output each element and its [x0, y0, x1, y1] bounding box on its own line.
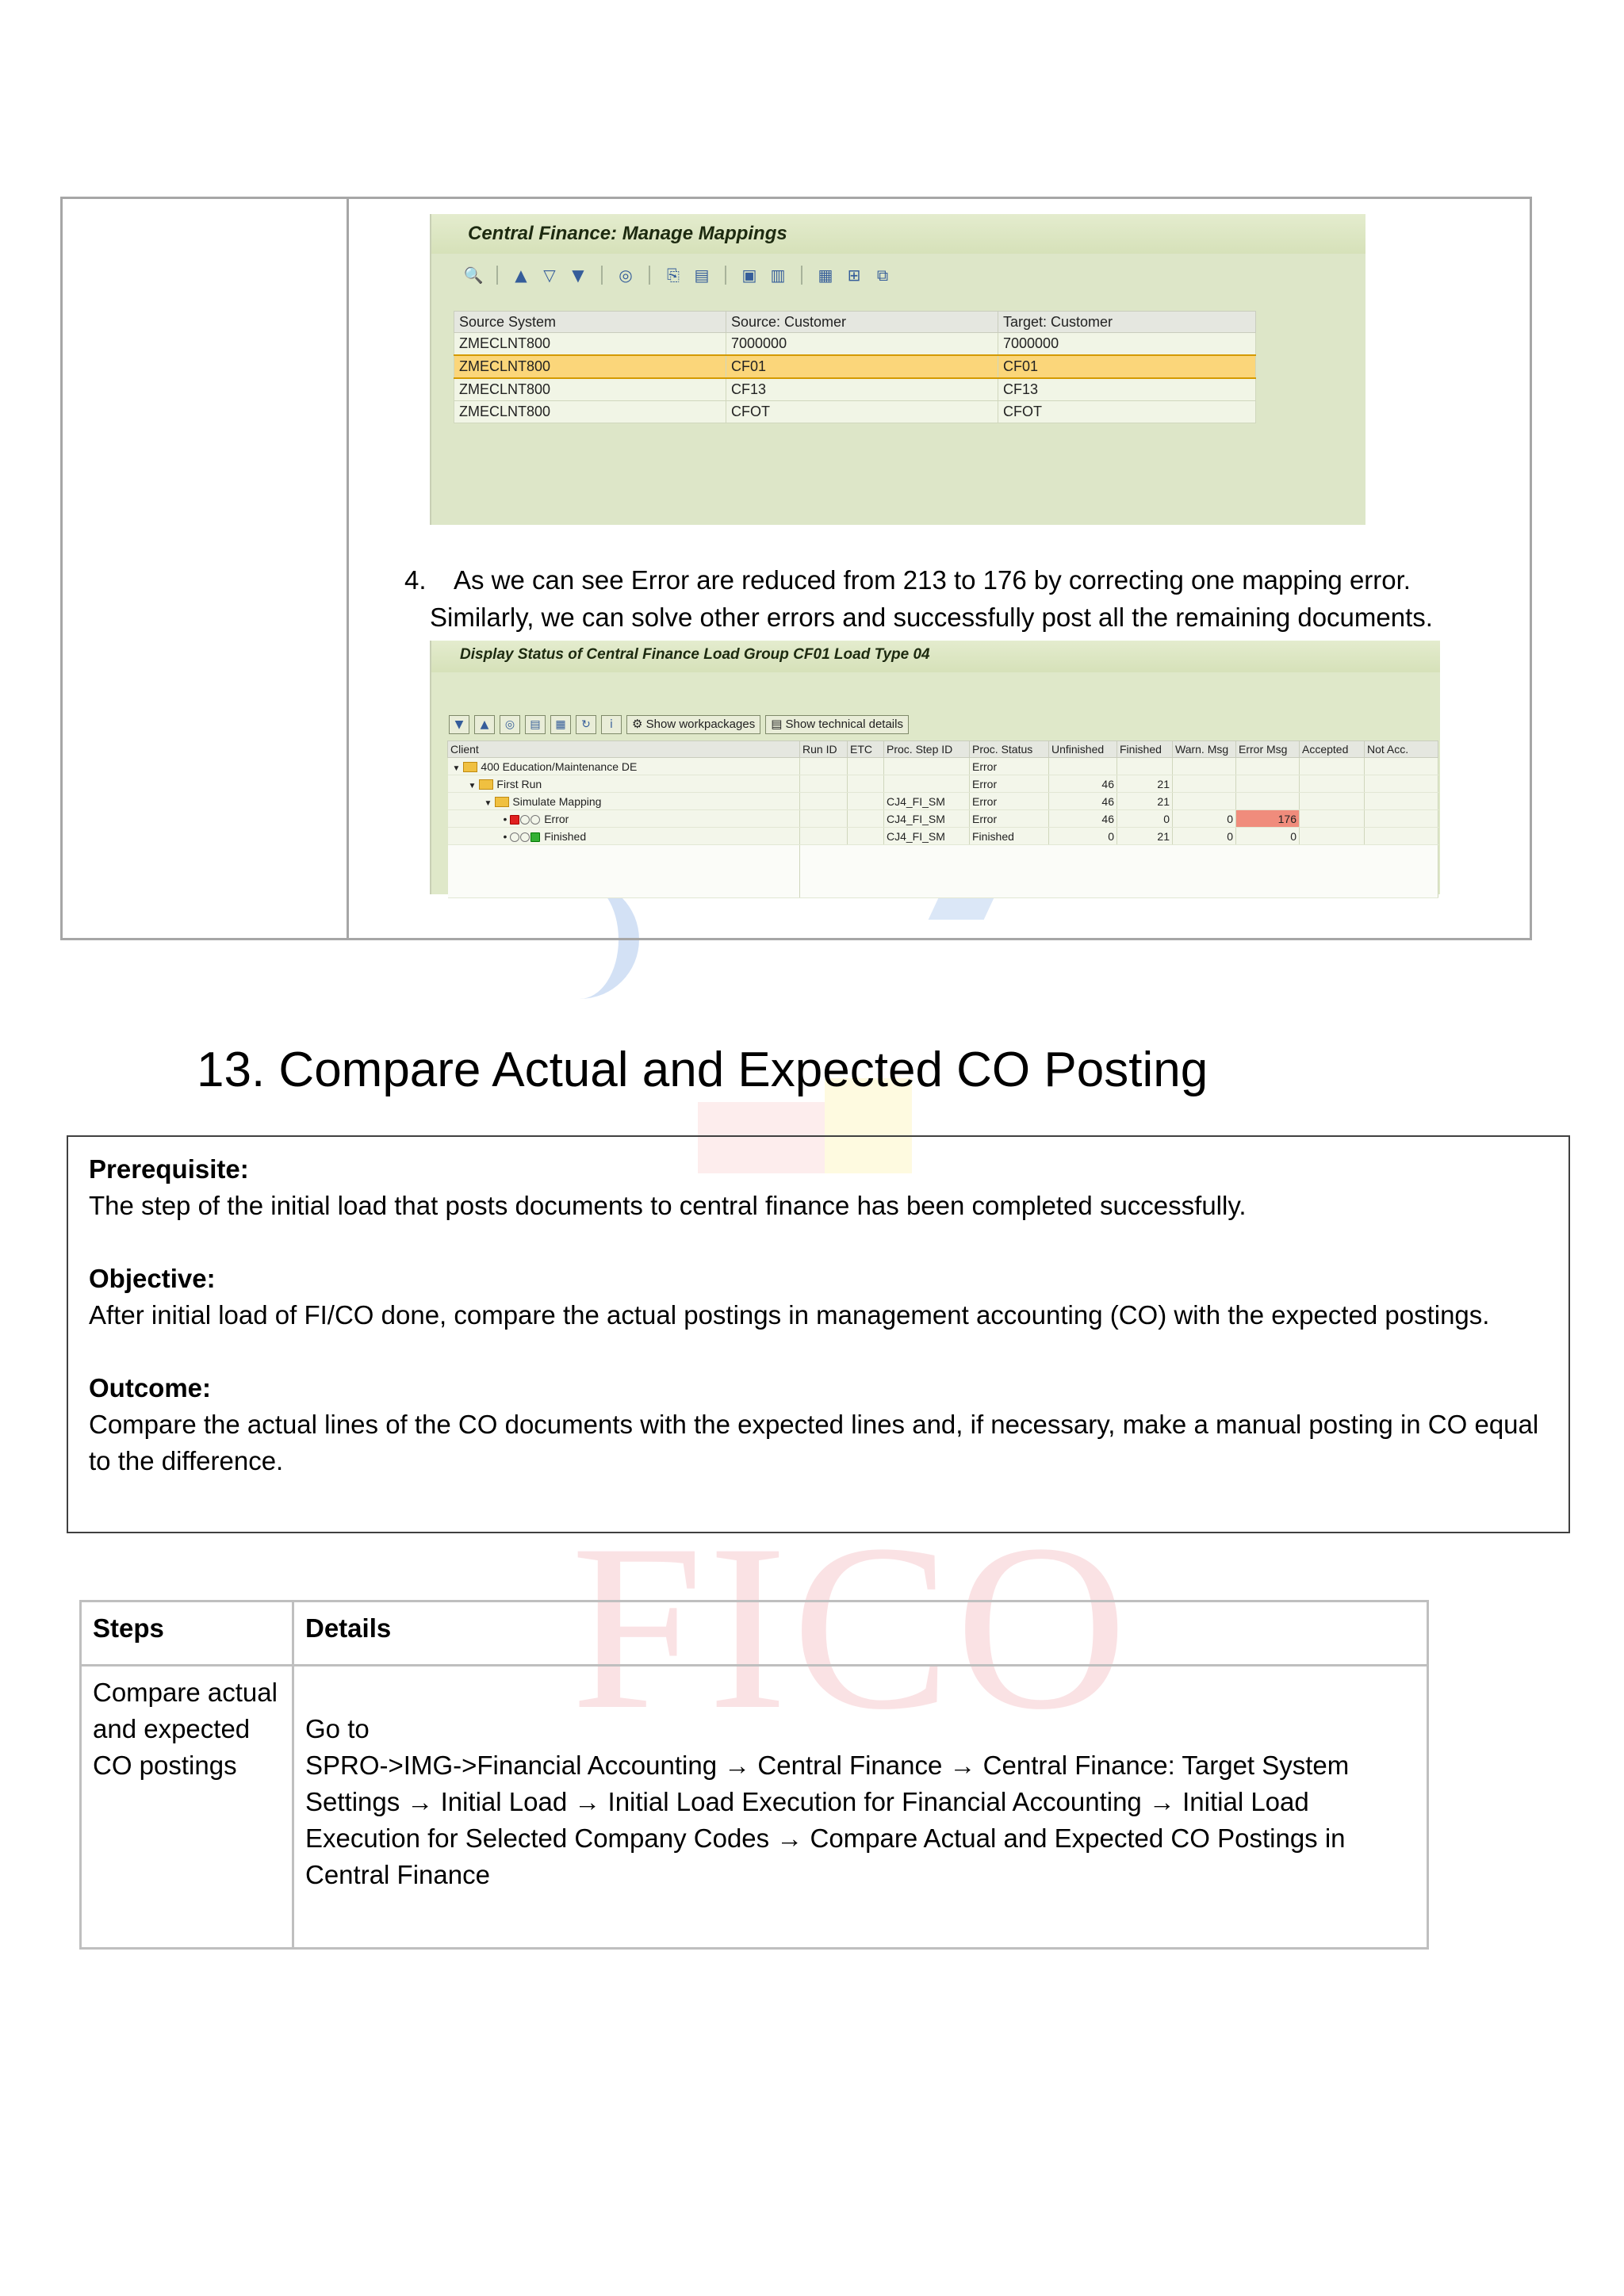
table-cell: 0 — [1049, 828, 1117, 845]
section-heading: 13. Compare Actual and Expected CO Posting — [197, 1043, 1208, 1097]
table-cell — [1117, 758, 1173, 775]
table-cell: 21 — [1117, 793, 1173, 810]
step-name-cell: Compare actual and expected CO postings — [81, 1666, 293, 1949]
folder-icon — [479, 779, 493, 790]
table-row-selected[interactable] — [454, 355, 1256, 378]
table-cell: 7000000 — [998, 333, 1256, 356]
table-cell: 21 — [1117, 828, 1173, 845]
tree-cell: • Finished — [448, 828, 800, 845]
table-cell — [800, 758, 848, 775]
tree-cell — [448, 775, 800, 793]
table-cell — [800, 793, 848, 810]
table-cell — [848, 810, 884, 828]
toolbar-separator — [725, 266, 726, 285]
column-header[interactable]: Proc. Status — [970, 741, 1049, 758]
table-row[interactable] — [448, 828, 1438, 845]
table-cell: CF13 — [998, 378, 1256, 401]
step-number: 4. — [404, 565, 427, 595]
table-cell: CF01 — [726, 355, 998, 378]
table-cell: Error — [970, 793, 1049, 810]
column-header[interactable]: Accepted — [1300, 741, 1365, 758]
table-cell: Error — [970, 810, 1049, 828]
load-status-title: Display Status of Central Finance Load Group CF01 Load Type 04 — [431, 641, 1440, 672]
tree-cell: • Error — [448, 810, 800, 828]
objective-text: After initial load of FI/CO done, compare the actual postings in management accounting (CO) with the expected postings. — [89, 1300, 1490, 1330]
step-4-line-1 — [404, 561, 1530, 599]
toolbar-separator — [601, 266, 603, 285]
tree-cell — [448, 793, 800, 810]
table-cell: 46 — [1049, 810, 1117, 828]
expand-triangle-icon[interactable]: ▼ — [484, 798, 492, 808]
table-cell — [800, 828, 848, 845]
column-header[interactable]: Target: Customer — [998, 312, 1256, 333]
column-header[interactable]: Not Acc. — [1365, 741, 1438, 758]
tree-label: First Run — [496, 777, 542, 790]
table-cell: CJ4_FI_SM — [884, 810, 970, 828]
column-header[interactable]: Source: Customer — [726, 312, 998, 333]
status-light-off-icon — [520, 832, 530, 842]
table-cell: 0 — [1173, 828, 1236, 845]
table-cell: CJ4_FI_SM — [884, 793, 970, 810]
steps-header-row — [81, 1601, 1428, 1666]
status-light-off-icon — [530, 815, 540, 825]
table-cell: 21 — [1117, 775, 1173, 793]
column-header[interactable]: Run ID — [800, 741, 848, 758]
column-header[interactable]: ETC — [848, 741, 884, 758]
load-status-screenshot — [430, 641, 1440, 894]
table-cell: 7000000 — [726, 333, 998, 356]
tree-cell — [448, 758, 800, 775]
table-cell: ZMECLNT800 — [454, 355, 726, 378]
status-red-light-icon — [510, 815, 519, 825]
refresh-icon[interactable]: ↻ — [576, 715, 596, 734]
manage-mappings-screenshot — [430, 214, 1365, 525]
error-count-cell: 176 — [1236, 810, 1300, 828]
table-cell: 46 — [1049, 775, 1117, 793]
table-cell — [800, 810, 848, 828]
table-cell — [1365, 828, 1438, 845]
change-layout-icon[interactable]: ▣ — [741, 266, 757, 285]
outcome-text: Compare the actual lines of the CO documents with the expected lines and, if necessary, make a manual posting in CO equal to the difference. — [89, 1410, 1539, 1475]
load-status-grid — [447, 740, 1438, 898]
details-header: Details — [293, 1601, 1428, 1666]
toolbar-separator — [801, 266, 802, 285]
manage-mappings-toolbar — [463, 263, 893, 287]
info-icon[interactable]: i — [601, 715, 622, 734]
table-cell — [1236, 758, 1300, 775]
table-cell — [1300, 775, 1365, 793]
table-cell: ZMECLNT800 — [454, 401, 726, 423]
spacer — [89, 1224, 1548, 1261]
table-cell — [884, 758, 970, 775]
step-4-line-1-text: As we can see Error are reduced from 213 to 176 by correcting one mapping error. — [454, 565, 1411, 595]
folder-icon — [495, 797, 509, 807]
manage-mappings-title: Central Finance: Manage Mappings — [431, 214, 1365, 254]
steps-table — [79, 1600, 1429, 1950]
folder-icon — [463, 762, 477, 772]
table-cell — [1365, 758, 1438, 775]
print-icon[interactable]: ▤ — [525, 715, 546, 734]
table-cell — [1236, 793, 1300, 810]
table-cell: 46 — [1049, 793, 1117, 810]
table-cell — [800, 845, 1438, 898]
table-cell — [1365, 775, 1438, 793]
table-cell — [800, 775, 848, 793]
column-header[interactable]: Client — [448, 741, 800, 758]
select-layout-icon[interactable]: ▥ — [770, 266, 786, 285]
find-icon[interactable]: ◎ — [619, 266, 633, 285]
column-header[interactable]: Source System — [454, 312, 726, 333]
table-row[interactable] — [454, 378, 1256, 401]
copy-row-icon[interactable]: ⧉ — [876, 266, 889, 285]
table-cell — [1173, 775, 1236, 793]
expand-icon[interactable]: ▼ — [449, 715, 469, 734]
toolbar-separator — [496, 266, 498, 285]
prerequisite-box — [67, 1135, 1570, 1533]
details-path: SPRO->IMG->Financial Accounting → Central Finance → Central Finance: Target System Settings → Initial Load → Initial Load Execution for Financial Accounting → Initial Load Execution for Selected Company Codes → Compare Actual and Expected CO Postings in Central Finance — [305, 1751, 1350, 1889]
table-cell: 0 — [1236, 828, 1300, 845]
show-technical-details-label: Show technical details — [785, 718, 903, 731]
prerequisite-label: Prerequisite: — [89, 1154, 249, 1184]
table-cell: CJ4_FI_SM — [884, 828, 970, 845]
print-icon[interactable]: ▤ — [694, 266, 710, 285]
details-intro: Go to — [305, 1714, 370, 1743]
table-cell — [1300, 810, 1365, 828]
grid-icon[interactable]: ▦ — [818, 266, 833, 285]
empty-row — [448, 845, 1438, 898]
table-cell: CF13 — [726, 378, 998, 401]
table-row[interactable] — [448, 810, 1438, 828]
tree-label: Error — [544, 812, 569, 825]
table-cell: CFOT — [998, 401, 1256, 423]
column-header[interactable]: Unfinished — [1049, 741, 1117, 758]
mappings-grid — [454, 311, 1256, 423]
sort-ascending-icon[interactable]: ▲ — [515, 266, 527, 285]
tree-label: Simulate Mapping — [512, 794, 602, 808]
step-4-text — [404, 561, 1530, 636]
table-cell — [848, 775, 884, 793]
table-row[interactable] — [448, 775, 1438, 793]
watermark-text: FICO — [571, 1495, 1132, 1758]
step-4-line-2: Similarly, we can solve other errors and successfully post all the remaining documents. — [430, 603, 1433, 632]
table-column-divider — [347, 199, 349, 938]
table-cell — [1049, 758, 1117, 775]
tree-label: Finished — [544, 829, 587, 843]
table-cell — [848, 793, 884, 810]
details-cell — [293, 1666, 1428, 1949]
table-cell — [448, 845, 800, 898]
toolbar-separator — [649, 266, 650, 285]
table-cell — [1300, 793, 1365, 810]
table-cell — [1236, 775, 1300, 793]
table-cell: CFOT — [726, 401, 998, 423]
table-cell: 0 — [1173, 810, 1236, 828]
column-header[interactable]: Warn. Msg — [1173, 741, 1236, 758]
status-green-light-icon — [530, 832, 540, 842]
table-cell: ZMECLNT800 — [454, 378, 726, 401]
table-row[interactable] — [448, 793, 1438, 810]
find-icon[interactable]: ◎ — [500, 715, 520, 734]
table-cell — [848, 758, 884, 775]
prerequisite-text: The step of the initial load that posts documents to central finance has been completed successfully. — [89, 1191, 1247, 1220]
table-cell — [1365, 810, 1438, 828]
table-cell: CF01 — [998, 355, 1256, 378]
show-technical-details-button[interactable]: ▤ Show technical details — [765, 715, 909, 734]
table-cell — [1300, 758, 1365, 775]
table-cell — [1300, 828, 1365, 845]
filter-icon[interactable]: ▽ — [543, 266, 556, 285]
show-workpackages-button[interactable]: ⚙ Show workpackages — [626, 715, 760, 734]
show-workpackages-label: Show workpackages — [645, 718, 756, 731]
objective-label: Objective: — [89, 1264, 216, 1293]
tree-label: 400 Education/Maintenance DE — [481, 760, 638, 773]
expand-triangle-icon[interactable]: ▼ — [452, 763, 461, 773]
load-status-toolbar — [449, 715, 909, 734]
table-cell: ZMECLNT800 — [454, 333, 726, 356]
table-row[interactable] — [448, 758, 1438, 775]
load-status-header-row — [448, 741, 1438, 758]
column-header[interactable]: Error Msg — [1236, 741, 1300, 758]
steps-header: Steps — [81, 1601, 293, 1666]
table-cell — [1173, 793, 1236, 810]
table-cell — [884, 775, 970, 793]
table-row — [81, 1666, 1428, 1949]
status-light-off-icon — [510, 832, 519, 842]
table-row[interactable] — [454, 333, 1256, 356]
status-light-off-icon — [520, 815, 530, 825]
table-cell: Error — [970, 758, 1049, 775]
collapse-icon[interactable]: ▲ — [474, 715, 495, 734]
expand-triangle-icon[interactable]: ▼ — [468, 781, 477, 790]
table-cell — [1365, 793, 1438, 810]
table-cell: 0 — [1117, 810, 1173, 828]
outcome-label: Outcome: — [89, 1373, 212, 1402]
layout-icon[interactable]: ▦ — [550, 715, 571, 734]
spacer — [89, 1334, 1548, 1370]
mappings-header-row — [454, 312, 1256, 333]
table-cell: Finished — [970, 828, 1049, 845]
table-cell — [848, 828, 884, 845]
export-icon[interactable]: ⎘ — [667, 266, 680, 285]
table-cell — [1173, 758, 1236, 775]
set-filter-icon[interactable]: ▼ — [572, 266, 584, 285]
table-row[interactable] — [454, 401, 1256, 423]
column-header[interactable]: Finished — [1117, 741, 1173, 758]
table-cell: Error — [970, 775, 1049, 793]
detail-icon[interactable]: 🔍 — [463, 266, 484, 285]
spacer — [305, 1674, 1415, 1711]
column-header[interactable]: Proc. Step ID — [884, 741, 970, 758]
add-row-icon[interactable]: ⊞ — [847, 266, 861, 285]
